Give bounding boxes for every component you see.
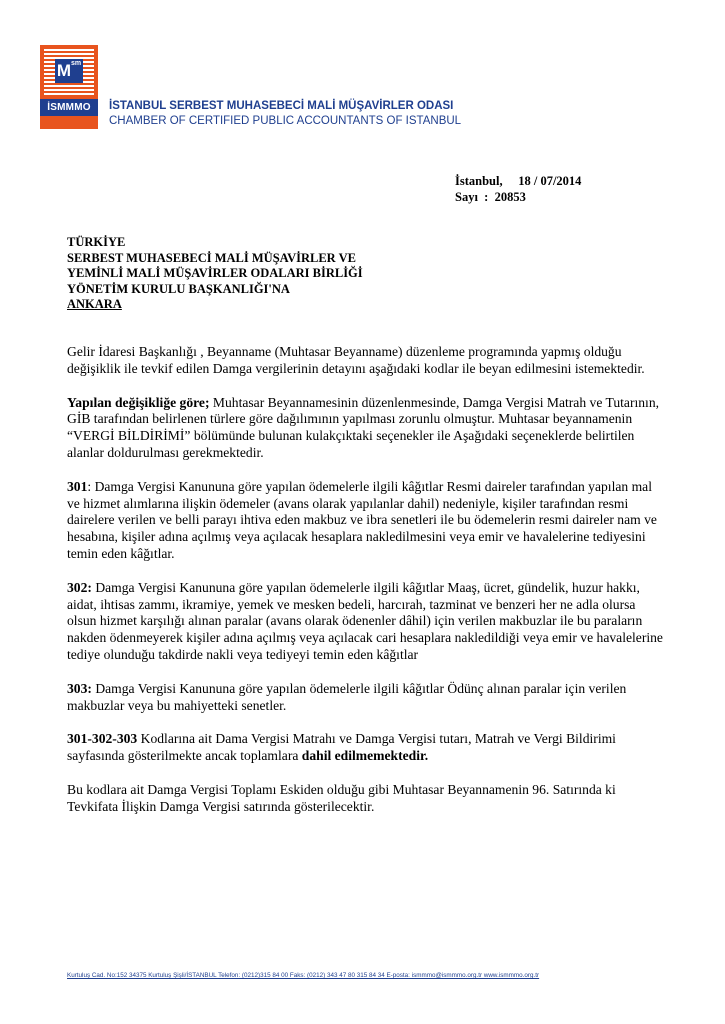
code-302-label: 302: [67, 579, 92, 595]
code-302-text: Damga Vergisi Kanununa göre yapılan ödemelerle ilgili kâğıtlar Maaş, ücret, gündelik, huzur hakkı, aidat, ihtisas zammı, ikramiye, yemek ve mesken bedeli, harcırah, tazminat ve benzeri her ne adla olursa olsun hizmet karşılığı alınan paralar (avans olarak ödenenler dâhil) için verilen makbuzlar ile bu paraların nakden ödenmeyerek kişiler adına açılmış veya açılacak cari hesaplara nakledildiği veya emir ve havalelerine tediye olunduğu takdirde nakli veya tediyeyi temin eden kâğıtlar [67, 579, 663, 662]
letter-body [67, 344, 667, 833]
logo-brand: İSMMMO [40, 99, 98, 116]
codes-bold: dahil edilmemektedir. [301, 748, 429, 764]
logo-mark [55, 59, 83, 83]
recipient-line: TÜRKİYE [67, 235, 126, 249]
change-label: Yapılan değişikliğe göre; [67, 394, 210, 410]
logo-mark-sup: sm [71, 60, 82, 67]
code-301-text: : Damga Vergisi Kanununa göre yapılan ödemelerle ilgili kâğıtlar Resmi daireler tarafından yapılan mal ve hizmet alımlarına ilişkin ödemeler (avans olarak yapılanlar dahil) nedeniyle, kişiler tarafından resmi dairelere verilen ve belli parayı ihtiva eden makbuz ve ibra senetleri ile bu ödemelerin resmi daireler nam ve hesabına, kişiler adına açılmış veya açılacak hesaplara nakledilmesini veya emir ve havalelerine tediyesini temin eden kâğıtlar. [67, 478, 657, 561]
org-name-en: CHAMBER OF CERTIFIED PUBLIC ACCOUNTANTS OF ISTANBUL [109, 115, 462, 127]
logo-mark-letter: M [56, 61, 72, 80]
recipient-line: YEMİNLİ MALİ MÜŞAVİRLER ODALARI BİRLİĞİ [67, 266, 363, 281]
codes-label: 301-302-303 [67, 731, 138, 747]
code-302-paragraph [67, 580, 667, 664]
letter-date: 18 / 07/2014 [518, 174, 582, 188]
letter-number: 20853 [494, 190, 526, 204]
codes-text: Kodlarına ait Dama Vergisi Matrahı ve Damga Vergisi tutarı, Matrah ve Vergi Bildirimi sayfasında gösterilmekte ancak toplamlara [67, 731, 616, 764]
recipient-block [67, 235, 363, 313]
closing-paragraph: Bu kodlara ait Damga Vergisi Toplamı Eskiden olduğu gibi Muhtasar Beyannamenin 96. Satırında ki Tevkifata İlişkin Damga Vergisi satırında gösterilecektir. [67, 781, 616, 814]
number-label: Sayı : [455, 190, 489, 204]
code-303-paragraph [67, 681, 667, 715]
organization-header [109, 99, 461, 129]
code-303-label: 303: [67, 680, 92, 696]
recipient-city: ANKARA [67, 297, 122, 312]
code-301-label: 301 [67, 478, 88, 494]
ismmmo-logo [40, 45, 98, 129]
code-301-paragraph [67, 479, 667, 563]
code-303-text: Damga Vergisi Kanununa göre yapılan ödemelerle ilgili kâğıtlar Ödünç alınan paralar için verilen makbuzlar veya bu mahiyetteki senetler. [67, 680, 627, 713]
letter-meta [455, 173, 581, 205]
date-line [455, 173, 581, 189]
footer-contact[interactable]: Kurtuluş Cad. No:152 34375 Kurtuluş Şişli/İSTANBUL Telefon: (0212)315 84 00 Faks: (0212) 343 47 80 315 84 34 E-posta: ismmmo@ismmmo.org.tr www.ismmmo.org.tr [67, 972, 540, 979]
number-line [455, 189, 581, 205]
recipient-line: SERBEST MUHASEBECİ MALİ MÜŞAVİRLER VE [67, 250, 356, 265]
change-paragraph [67, 395, 667, 462]
codes-paragraph [67, 731, 667, 765]
intro-paragraph: Gelir İdaresi Başkanlığı , Beyanname (Muhtasar Beyanname) düzenleme programında yapmış olduğu değişiklik ile tevkif edilen Damga vergilerinin detayını aşağıdaki kodlar ile beyan edilmesini istemektedir. [67, 344, 645, 376]
org-name-tr: İSTANBUL SERBEST MUHASEBECİ MALİ MÜŞAVİRLER ODASI [109, 100, 454, 112]
city-label: İstanbul, [455, 174, 503, 188]
recipient-line: YÖNETİM KURULU BAŞKANLIĞI'NA [67, 281, 290, 296]
change-text: Muhtasar Beyannamesinin düzenlenmesinde, Damga Vergisi Matrah ve Tutarının, GİB tarafından belirlenen türlere göre dağılımının yapılması zorunlu olmuştur. Muhtasar beyannamenin “VERGİ BİLDİRİMİ” bölümünde bulunan kulakçıktaki seçenekler ile Aşağıdaki seçeneklerde belirtilen alanlar doldurulması gerekmektedir. [67, 394, 660, 460]
